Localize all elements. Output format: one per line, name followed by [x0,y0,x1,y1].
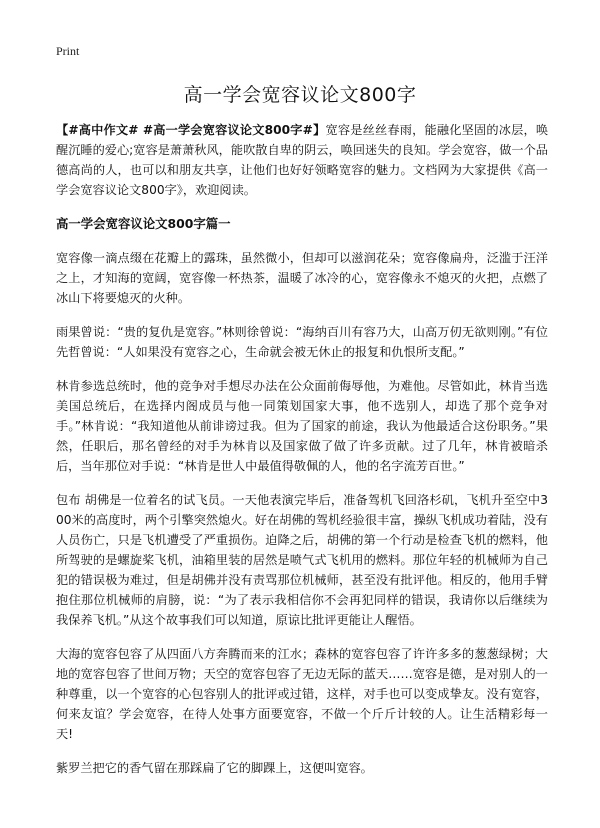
section-heading: 高一学会宽容议论文800字篇一 [56,216,231,231]
intro-tag: 【#高中作文# #高一学会宽容议论文800字#】 [56,123,326,137]
intro-text: 宽容是丝丝春雨，能融化坚固的冰层，唤醒沉睡的爱心;宽容是萧萧秋风，能吹散自卑的阴云，唤回迷失的良知。学会宽容，做一个品德高尚的人，也可以和朋友共享，让他们也好好领略宽容的魅力。文档网为大家提供《高一学会宽容议论文800字》，欢迎阅读。 [56,123,549,197]
body-paragraph-1: 宽容像一滴点缀在花瓣上的露珠，虽然微小，但却可以滋润花朵；宽容像扁舟，泛滥于汪洋之上，才知海的宽阔，宽容像一杯热茶，温暖了冰冷的心，宽容像永不熄灭的火把，点燃了冰山下将要熄灭的火种。 [56,251,548,305]
body-paragraph-3: 林肯参选总统时，他的竞争对手想尽办法在公众面前侮辱他，为难他。尽管如此，林肯当选美国总统后，在选择内阁成员与他一同策划国家大事，他不选别人，却选了那个竞争对手。”林肯说：“我知道他从前诽谤过我。但为了国家的前途，我认为他最适合这份职务。”果然，任职后，那名曾经的对手为林肯以及国家做了做了许多贡献。过了几年，林肯被暗杀后，当年那位对手说：“林肯是世人中最值得敬佩的人，他的名字流芳百世。” [56,379,548,473]
body-paragraph-5: 大海的宽容包容了从四面八方奔腾而来的江水；森林的宽容包容了许许多多的葱葱绿树；大地的宽容包容了世间万物；天空的宽容包容了无边无际的蓝天……宽容是德，是对别人的一种尊重，以一个宽容的心包容别人的批评或过错，这样，对手也可以变成挚友。没有宽容，何来友谊？学会宽容，在待人处事方面要宽容，不做一个斤斤计较的人。让生活精彩每一天! [56,647,548,741]
body-paragraph-2: 雨果曾说：“贵的复仇是宽容。”林则徐曾说：“海纳百川有容乃大，山高万仞无欲则刚。”有位先哲曾说：“人如果没有宽容之心，生命就会被无休止的报复和仇恨所支配。” [56,325,548,359]
document-title: 高一学会宽容议论文800字 [183,84,417,106]
document-body [56,120,548,792]
print-link[interactable]: Print [56,44,80,58]
body-paragraph-4: 包布 胡佛是一位着名的试飞员。一天他表演完毕后，准备驾机飞回洛杉矶，飞机升至空中300米的高度时，两个引擎突然熄火。好在胡佛的驾机经验很丰富，操纵飞机成功着陆，没有人员伤亡，只是飞机遭受了严重损伤。迫降之后，胡佛的第一个行动是检查飞机的燃料，他所驾驶的是螺旋桨飞机，油箱里装的居然是喷气式飞机用的燃料。那位年轻的机械师为自己犯的错误极为难过，但是胡佛并没有责骂那位机械师，甚至没有批评他。相反的，他用手臂抱住那位机械师的肩膀，说：“为了表示我相信你不会再犯同样的错误，我请你以后继续为我保养飞机。”从这个故事我们可以知道，原谅比批评更能让人醒悟。 [56,493,548,627]
intro-paragraph [56,120,548,200]
body-paragraph-6: 紫罗兰把它的香气留在那踩扁了它的脚踝上，这便叫宽容。 [56,761,373,775]
